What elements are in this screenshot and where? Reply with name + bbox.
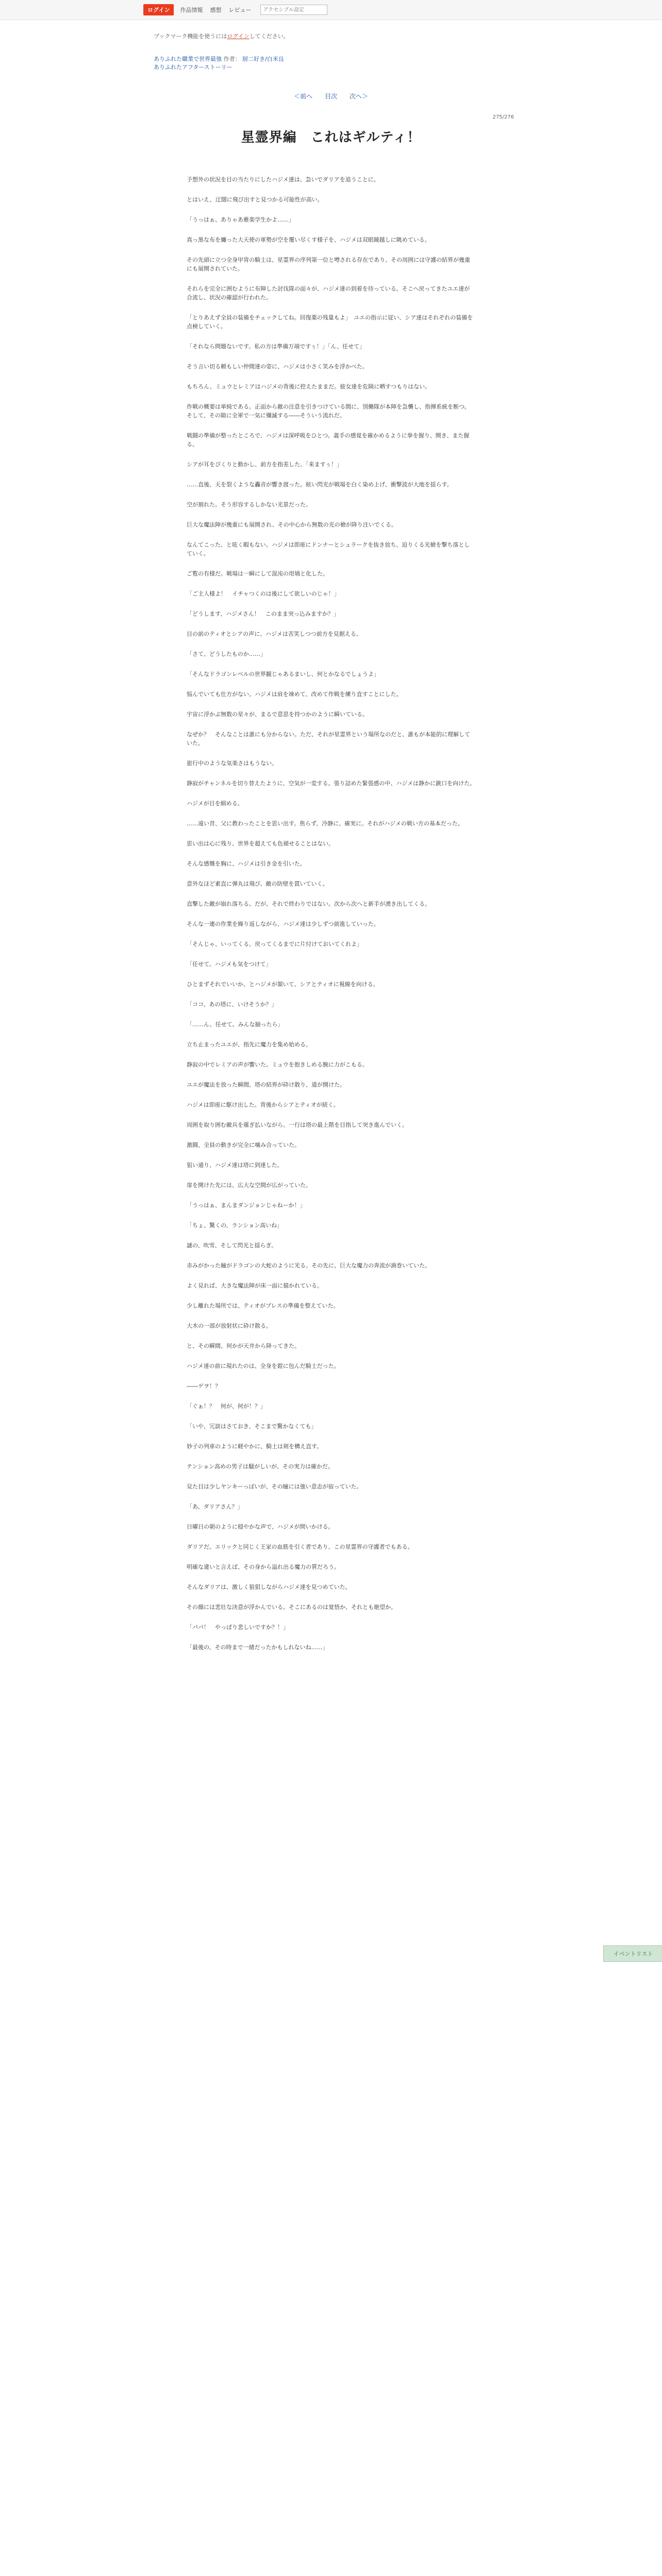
body-paragraph: 直撃した敵が崩れ落ちる。だが、それで終わりではない。次から次へと新手が湧き出してくる。: [187, 901, 431, 907]
top-bar: [0, 0, 662, 20]
body-paragraph: 旅行中のような気楽さはもうない。: [187, 760, 277, 767]
body-paragraph: 「最後の、その時まで一緒だったかもしれないね……」: [187, 1644, 328, 1651]
body-paragraph: 思い出は心に残り、世界を超えても色褪せることはない。: [187, 840, 334, 847]
nav-impressions[interactable]: 感想: [210, 7, 222, 13]
body-paragraph: 扉を開けた先には、広大な空間が広がっていた。: [187, 1182, 311, 1189]
series-title-row: [154, 55, 284, 63]
bookmark-notice: [154, 32, 289, 40]
login-button[interactable]: ログイン: [143, 4, 174, 15]
chapter-title: 星霊界編 これはギルティ！: [241, 130, 421, 145]
body-paragraph: 謎の、吹雪、そして閃光と揺らぎ。: [187, 1242, 277, 1249]
body-paragraph: 立ち止まったユエが、指先に魔力を集め始める。: [187, 1041, 311, 1048]
body-paragraph: なんてこった、と呟く暇もない。ハジメは即座にドンナーとシュラークを抜き放ち、迫りくる光槍を撃ち落としていく。: [187, 541, 470, 557]
prev-link[interactable]: ＜前へ: [294, 93, 313, 100]
body-paragraph: 少し離れた場所では、ティオがブレスの準備を整えていた。: [187, 1302, 339, 1309]
author-label: 作者：: [223, 56, 241, 62]
body-paragraph: 激闘、全員の動きが完全に噛み合っていた。: [187, 1142, 300, 1148]
body-paragraph: その先頭に立つ全身甲冑の騎士は、星霊界の序列第一位と噂される存在であり、その周囲には守護の結界が幾重にも展開されていた。: [187, 257, 470, 272]
body-paragraph: ハジメ達の前に現れたのは、全身を鎧に包んだ騎士だった。: [187, 1363, 340, 1369]
next-link[interactable]: 次へ＞: [349, 93, 368, 100]
top-bar-inner: [143, 4, 327, 15]
body-paragraph: 「そんじゃ、いってくる。戻ってくるまでに片付けておいてくれよ」: [187, 941, 362, 947]
body-paragraph: 赤みがかった瞳がドラゴンの大蛇のように光る。その先に、巨大な魔力の奔流が渦巻いていた。: [187, 1262, 431, 1269]
series-subtitle-row: [154, 63, 233, 71]
body-paragraph: ハジメが目を細める。: [187, 800, 243, 807]
body-paragraph: 「ご主人様よ！ イチャつくのは後にして欲しいのじゃ！」: [187, 590, 340, 597]
body-paragraph: 大木の一部が放射状に砕け散る。: [187, 1323, 272, 1329]
body-paragraph: ユエが魔法を放った瞬間、塔の結界が砕け散り、道が開けた。: [187, 1081, 345, 1088]
body-paragraph: テンション高めの男子は騒がしいが、その実力は確かだ。: [187, 1463, 334, 1470]
body-paragraph: ご覧の有様だ。戦場は一瞬にして混沌の坩堝と化した。: [187, 570, 328, 577]
body-paragraph: 静寂の中でレミアの声が響いた。ミュウを抱きしめる腕に力がこもる。: [187, 1061, 368, 1068]
body-paragraph: 意外なほど素直に弾丸は飛び、敵の防壁を貫いていく。: [187, 880, 328, 887]
body-paragraph: 「それなら問題ないです。私の方は準備万端ですぅ！」「ん、任せて」: [187, 343, 365, 350]
body-paragraph: なぜか？ そんなことは誰にも分からない。ただ、それが星霊界という場所なのだと、誰もが本能的に理解していた。: [187, 731, 470, 747]
body-paragraph: 日曜日の朝のように穏やかな声で、ハジメが問いかける。: [187, 1523, 334, 1530]
body-paragraph: ひとまずそれでいいか、とハジメが頷いて、シアとティオに視線を向ける。: [187, 981, 379, 988]
page-number: 275/276: [492, 114, 514, 120]
body-paragraph: 「そんなドラゴンレベルの世界観じゃあるまいし、何とかなるでしょうよ」: [187, 671, 379, 677]
body-paragraph: ダリアだ。エリックと同じく王家の血筋を引く者であり、この星霊界の守護者でもある。: [187, 1544, 413, 1550]
body-paragraph: 「ぐぁ！？ 何が、何が！？」: [187, 1403, 266, 1410]
body-paragraph: 「あ、ダリアさん？」: [187, 1503, 243, 1510]
body-paragraph: シアが耳をぴくりと動かし、前方を指差した。「来ますぅ！」: [187, 461, 343, 468]
toc-link[interactable]: 目次: [324, 93, 337, 100]
body-paragraph: 「任せて。ハジメも気をつけて」: [187, 961, 272, 968]
body-paragraph: ハジメは即座に駆け出した。背後からシアとティオが続く。: [187, 1101, 339, 1108]
nav-work-info[interactable]: 作品情報: [180, 7, 203, 13]
body-paragraph: そう言い切る頼もしい仲間達の姿に、ハジメは小さく笑みを浮かべた。: [187, 363, 368, 370]
author-link[interactable]: 厨二好き/白米良: [242, 56, 284, 62]
body-paragraph: 巨大な魔法陣が幾重にも展開され、その中心から無数の光の槍が降り注いでくる。: [187, 521, 397, 528]
body-paragraph: 明確な違いと言えば、その身から溢れ出る魔力の質だろう。: [187, 1564, 340, 1570]
body-paragraph: 「いや、冗談はさておき、そこまで驚かなくても」: [187, 1423, 317, 1430]
body-paragraph: 妙子の列車のように軽やかに、騎士は剣を構え直す。: [187, 1443, 323, 1450]
series-subtitle-link[interactable]: ありふれたアフターストーリー: [154, 64, 233, 71]
body-paragraph: ――ゲヲ！？: [187, 1383, 221, 1389]
body-paragraph: もちろん、ミュウとレミアはハジメの背後に控えたままだ。彼女達を危険に晒すつもりはない。: [187, 383, 431, 390]
body-paragraph: それらを完全に囲むように布陣した討伐隊の面々が、ハジメ達の到着を待っている。そこへ戻ってきたユエ達が合流し、状況の確認が行われた。: [187, 285, 470, 301]
body-paragraph: その顔には悲壮な決意が浮かんでいる。そこにあるのは覚悟か、それとも絶望か。: [187, 1604, 396, 1611]
notice-text: ブックマーク機能を使うには: [154, 33, 227, 40]
novel-body: [187, 175, 475, 1663]
body-paragraph: 悩んでいても仕方がない。ハジメは肩を竦めて、改めて作戦を練り直すことにした。: [187, 691, 402, 698]
body-paragraph: 戦闘の準備が整ったところで、ハジメは深呼吸をひとつ。義手の感覚を確かめるように拳を握り、開き、また握る。: [187, 432, 470, 448]
body-paragraph: よく見れば、大きな魔法陣が床一面に描かれている。: [187, 1282, 323, 1289]
body-paragraph: 「うっはぁ、まんまダンジョンじゃねーか！」: [187, 1202, 306, 1209]
body-paragraph: 「うっはぁ、ありゃあ雅楽学生かよ……」: [187, 216, 294, 223]
notice-login-link[interactable]: ログイン: [227, 33, 250, 40]
body-paragraph: ……直後、天を裂くような轟音が響き渡った。眩い閃光が戦場を白く染め上げ、衝撃波が大地を揺らす。: [187, 481, 453, 488]
body-paragraph: 狙い通り、ハジメ達は塔に到達した。: [187, 1162, 283, 1168]
body-paragraph: 「……ん、任せて。みんな揃ったら」: [187, 1021, 284, 1028]
body-paragraph: 「ココ、あの塔に、いけそうか？」: [187, 1001, 277, 1008]
body-paragraph: そんなダリアは、激しく狼狽しながらハジメ達を見つめていた。: [187, 1584, 351, 1590]
body-paragraph: 「さて、どうしたものか……」: [187, 651, 266, 657]
body-paragraph: 空が割れた。そう形容するしかない光景だった。: [187, 501, 311, 508]
body-paragraph: 静寂がチャンネルを切り替えたように、空気が一変する。張り詰めた緊張感の中、ハジメは静かに銃口を向けた。: [187, 780, 476, 787]
side-event-tab[interactable]: イベントリスト: [603, 1945, 662, 1962]
body-paragraph: そんな感慨を胸に、ハジメは引き金を引いた。: [187, 860, 306, 867]
accessibility-settings-input[interactable]: [260, 5, 327, 15]
body-paragraph: ……遠い昔、父に教わったことを思い出す。焦らず、冷静に、確実に。それがハジメの戦い方の基本だった。: [187, 820, 464, 827]
body-paragraph: そんな一連の作業を繰り返しながら、ハジメ達は少しずつ前進していった。: [187, 921, 379, 927]
body-paragraph: 見た目は少しヤンキーっぽいが、その瞳には強い意志が宿っていた。: [187, 1483, 362, 1490]
body-paragraph: 「パパ！ やっぱり悲しいですか？！」: [187, 1624, 289, 1631]
body-paragraph: 作戦の概要は単純である。正面から敵の注意を引きつけている間に、別働隊が本陣を急襲し、指揮系統を断つ。そして、その隙に全軍で一気に殲滅する――そういう流れだ。: [187, 403, 470, 419]
series-title-link[interactable]: ありふれた職業で世界最強: [154, 56, 222, 62]
body-paragraph: 予想外の状況を目の当たりにしたハジメ達は、急いでダリアを追うことに。: [187, 176, 379, 183]
body-paragraph: とはいえ、迂闊に飛び出すと見つかる可能性が高い。: [187, 196, 323, 203]
body-paragraph: 目の前のティオとシアの声に、ハジメは苦笑しつつ前方を見据える。: [187, 631, 362, 637]
body-paragraph: 真っ黒な布を纏った大天使の軍勢が空を覆い尽くす様子を、ハジメは双眼鏡越しに眺めている。: [187, 236, 431, 243]
body-paragraph: 宇宙に浮かぶ無数の星々が、まるで意思を持つかのように瞬いている。: [187, 711, 368, 718]
body-paragraph: 「とりあえず全員の装備をチェックしてね。回復薬の残量もよ」 ユエの指示に従い、シア達はそれぞれの装備を点検していく。: [187, 314, 473, 330]
nav-review[interactable]: レビュー: [228, 7, 252, 13]
body-paragraph: と、その瞬間、何かが天井から降ってきた。: [187, 1343, 300, 1349]
body-paragraph: 「どうします、ハジメさん！ このまま突っ込みますか？」: [187, 611, 339, 617]
body-paragraph: 「ちょ、驚くの、ランション高いね」: [187, 1222, 283, 1229]
notice-suffix: してください。: [249, 33, 289, 40]
pager: [0, 92, 662, 100]
body-paragraph: 周囲を取り囲む敵兵を薙ぎ払いながら、一行は塔の最上階を目指して突き進んでいく。: [187, 1122, 408, 1128]
